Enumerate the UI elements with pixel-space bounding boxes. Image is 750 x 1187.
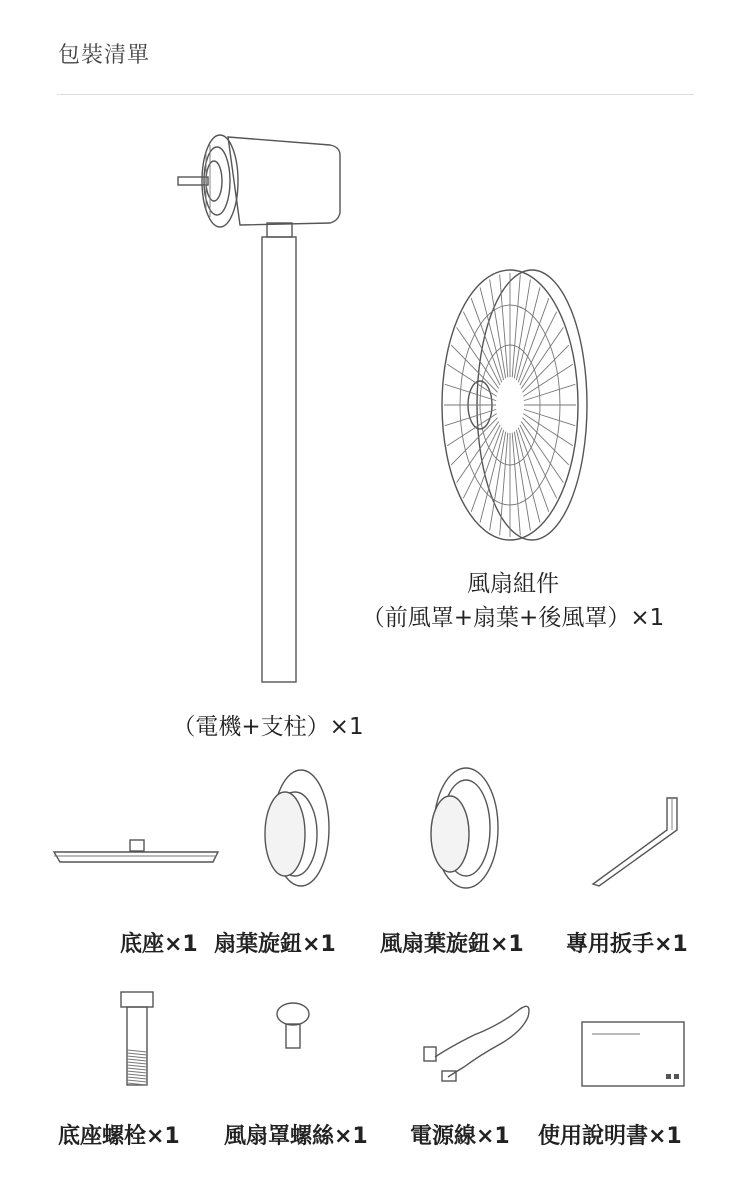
wrench-label: 專用扳手×1 <box>566 932 688 957</box>
blade-knob-illustration <box>255 768 335 898</box>
guard-screw-illustration <box>273 1000 313 1055</box>
power-cord-label: 電源線×1 <box>410 1124 510 1149</box>
guard-screw-label: 風扇罩螺絲×1 <box>224 1124 368 1149</box>
manual-illustration <box>578 1018 688 1090</box>
fan-assembly-illustration <box>440 265 590 545</box>
manual-label: 使用說明書×1 <box>538 1124 682 1149</box>
base-bolt-illustration <box>115 990 159 1090</box>
wrench-illustration <box>585 790 695 900</box>
base-label: 底座×1 <box>120 932 198 957</box>
page-title: 包裝清單 <box>58 43 151 68</box>
fan-assembly-detail: （前風罩+扇葉+後風罩）×1 <box>361 605 665 631</box>
motor-pole-label: （電機+支柱）×1 <box>172 714 364 740</box>
title-divider <box>57 94 694 95</box>
fan-assembly-name: 風扇組件 <box>467 571 559 597</box>
motor-pole-illustration <box>170 125 350 685</box>
power-cord-illustration <box>410 995 540 1085</box>
base-bolt-label: 底座螺栓×1 <box>58 1124 180 1149</box>
fan-blade-knob-illustration <box>420 768 500 898</box>
base-illustration <box>48 838 228 868</box>
blade-knob-label: 扇葉旋鈕×1 <box>214 932 336 957</box>
fan-blade-knob-label: 風扇葉旋鈕×1 <box>380 932 524 957</box>
